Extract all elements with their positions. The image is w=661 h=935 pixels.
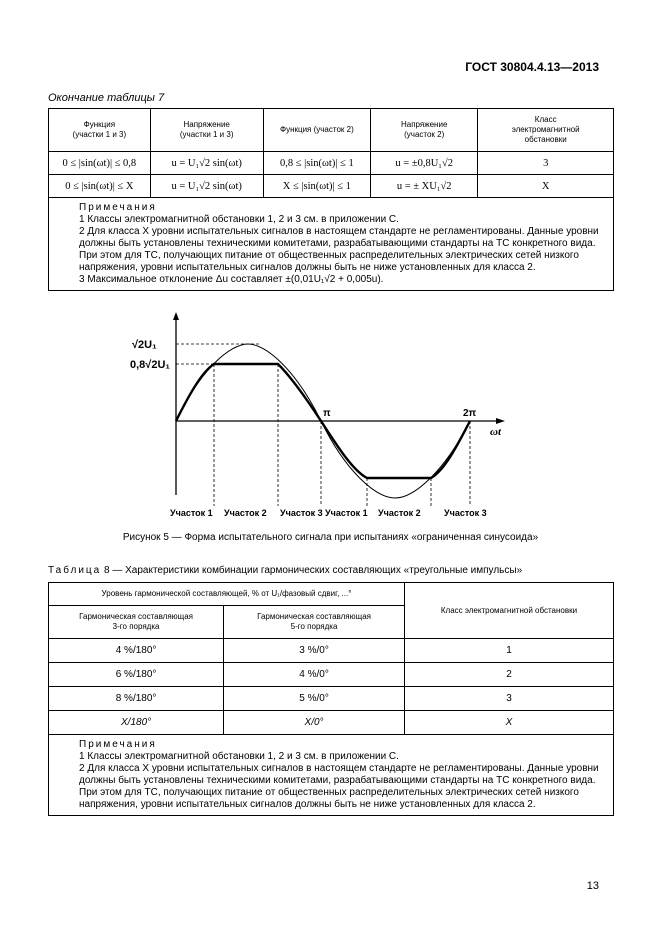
- segment-label: Участок 1: [170, 508, 213, 518]
- table8-notes: [49, 735, 614, 816]
- table8-header-row: [49, 583, 614, 606]
- table7: [48, 108, 614, 291]
- table8-notes-row: [49, 735, 614, 816]
- table-cell: X: [478, 175, 614, 198]
- table-cell: u = ± XU₁√2: [371, 175, 478, 198]
- table-cell: 0 ≤ |sin(ωt)| ≤ 0,8: [49, 152, 151, 175]
- table7-notes-row: [49, 198, 614, 291]
- table-cell: u = U₁√2 sin(ωt): [150, 152, 263, 175]
- table7-header-cell: Напряжение (участки 1 и 3): [150, 109, 263, 152]
- segment-label: Участок 2: [224, 508, 267, 518]
- label-2pi: 2π: [463, 408, 477, 419]
- clipped-sine-figure: [130, 310, 530, 525]
- notes-title: Примечания: [79, 202, 157, 213]
- table7-notes: [49, 198, 614, 291]
- x-axis-arrow: [496, 418, 505, 424]
- table-cell: 3: [404, 687, 613, 711]
- segment-label: Участок 1: [325, 508, 368, 518]
- table8-class-header: Класс электромагнитной обстановки: [404, 583, 613, 639]
- label-clip-level: 0,8√2U₁: [130, 359, 170, 371]
- table-cell: u = U₁√2 sin(ωt): [150, 175, 263, 198]
- table7-header-cell: Функция (участок 2): [263, 109, 370, 152]
- note-2: 2 Для класса X уровни испытательных сигналов в настоящем стандарте не регламентированы. Данные уровни должны быть установлены техническими комитетами, разрабатывающими стандарты на ТС конкретного вида. При этом для ТС, получающих питание от общественных распределительных электрических сетей низкого напряжения, уровни испытательных сигналов должны быть не ниже установленных для класса 2.: [79, 763, 599, 810]
- table8-caption-text: 8 — Характеристики комбинации гармонических составляющих «треугольные импульсы»: [104, 565, 523, 576]
- label-omega-t: ωt: [490, 426, 502, 438]
- label-peak: √2U₁: [132, 339, 157, 351]
- table-row: [49, 639, 614, 663]
- table-cell: 3 %/0°: [224, 639, 405, 663]
- segment-label: Участок 3: [280, 508, 323, 518]
- table-cell: 0,8 ≤ |sin(ωt)| ≤ 1: [263, 152, 370, 175]
- table-cell: X ≤ |sin(ωt)| ≤ 1: [263, 175, 370, 198]
- figure-caption: Рисунок 5 — Форма испытательного сигнала при испытаниях «ограниченная синусоида»: [122, 532, 539, 543]
- note-2: 2 Для класса X уровни испытательных сигналов в настоящем стандарте не регламентированы. Данные уровни должны быть установлены техническими комитетами, разрабатывающими стандарты на ТС конкретного вида. При этом для ТС, получающих питание от общественных распределительных электрических сетей низкого напряжения, уровни испытательных сигналов должны быть не ниже установленных для класса 2.: [79, 226, 599, 273]
- notes-title: Примечания: [79, 739, 157, 750]
- table8-col2-header: Гармоническая составляющая 5-го порядка: [224, 606, 405, 639]
- table8-col1-header: Гармоническая составляющая 3-го порядка: [49, 606, 224, 639]
- table-cell: 2: [404, 663, 613, 687]
- table8: [48, 582, 614, 816]
- table-row: [49, 687, 614, 711]
- segment-label: Участок 3: [444, 508, 487, 518]
- table-cell: 1: [404, 639, 613, 663]
- table-cell: u = ±0,8U₁√2: [371, 152, 478, 175]
- table-cell: 0 ≤ |sin(ωt)| ≤ X: [49, 175, 151, 198]
- table8-caption-prefix: Таблица: [48, 565, 102, 576]
- document-code: ГОСТ 30804.4.13—2013: [465, 60, 599, 74]
- table-cell: X/0°: [224, 711, 405, 735]
- y-axis-arrow: [173, 312, 179, 320]
- note-1: 1 Классы электромагнитной обстановки 1, 2 и 3 см. в приложении С.: [79, 214, 399, 225]
- note-3: 3 Максимальное отклонение Δu составляет ±(0,01U₁√2 + 0,005u).: [79, 274, 384, 285]
- page-number: 13: [586, 880, 599, 892]
- table-cell: 8 %/180°: [49, 687, 224, 711]
- table-cell: 6 %/180°: [49, 663, 224, 687]
- table7-header-row: [49, 109, 614, 152]
- table-cell: 4 %/0°: [224, 663, 405, 687]
- table-cell: 3: [478, 152, 614, 175]
- table7-caption: Окончание таблицы 7: [48, 92, 165, 104]
- table-row: [49, 152, 614, 175]
- table-cell: X: [404, 711, 613, 735]
- table-cell: 5 %/0°: [224, 687, 405, 711]
- table7-header-cell: Класс электромагнитной обстановки: [478, 109, 614, 152]
- segment-label: Участок 2: [378, 508, 421, 518]
- table-row: [49, 711, 614, 735]
- table-cell: X/180°: [49, 711, 224, 735]
- table-row: [49, 175, 614, 198]
- table7-header-cell: Напряжение (участок 2): [371, 109, 478, 152]
- table-cell: 4 %/180°: [49, 639, 224, 663]
- table-row: [49, 663, 614, 687]
- label-pi: π: [323, 408, 331, 419]
- note-1: 1 Классы электромагнитной обстановки 1, 2 и 3 см. в приложении С.: [79, 751, 399, 762]
- table8-caption: [48, 565, 522, 576]
- table7-header-cell: Функция (участки 1 и 3): [49, 109, 151, 152]
- table8-group-header: Уровень гармонической составляющей, % от U₁/фазовый сдвиг, ...°: [49, 583, 405, 606]
